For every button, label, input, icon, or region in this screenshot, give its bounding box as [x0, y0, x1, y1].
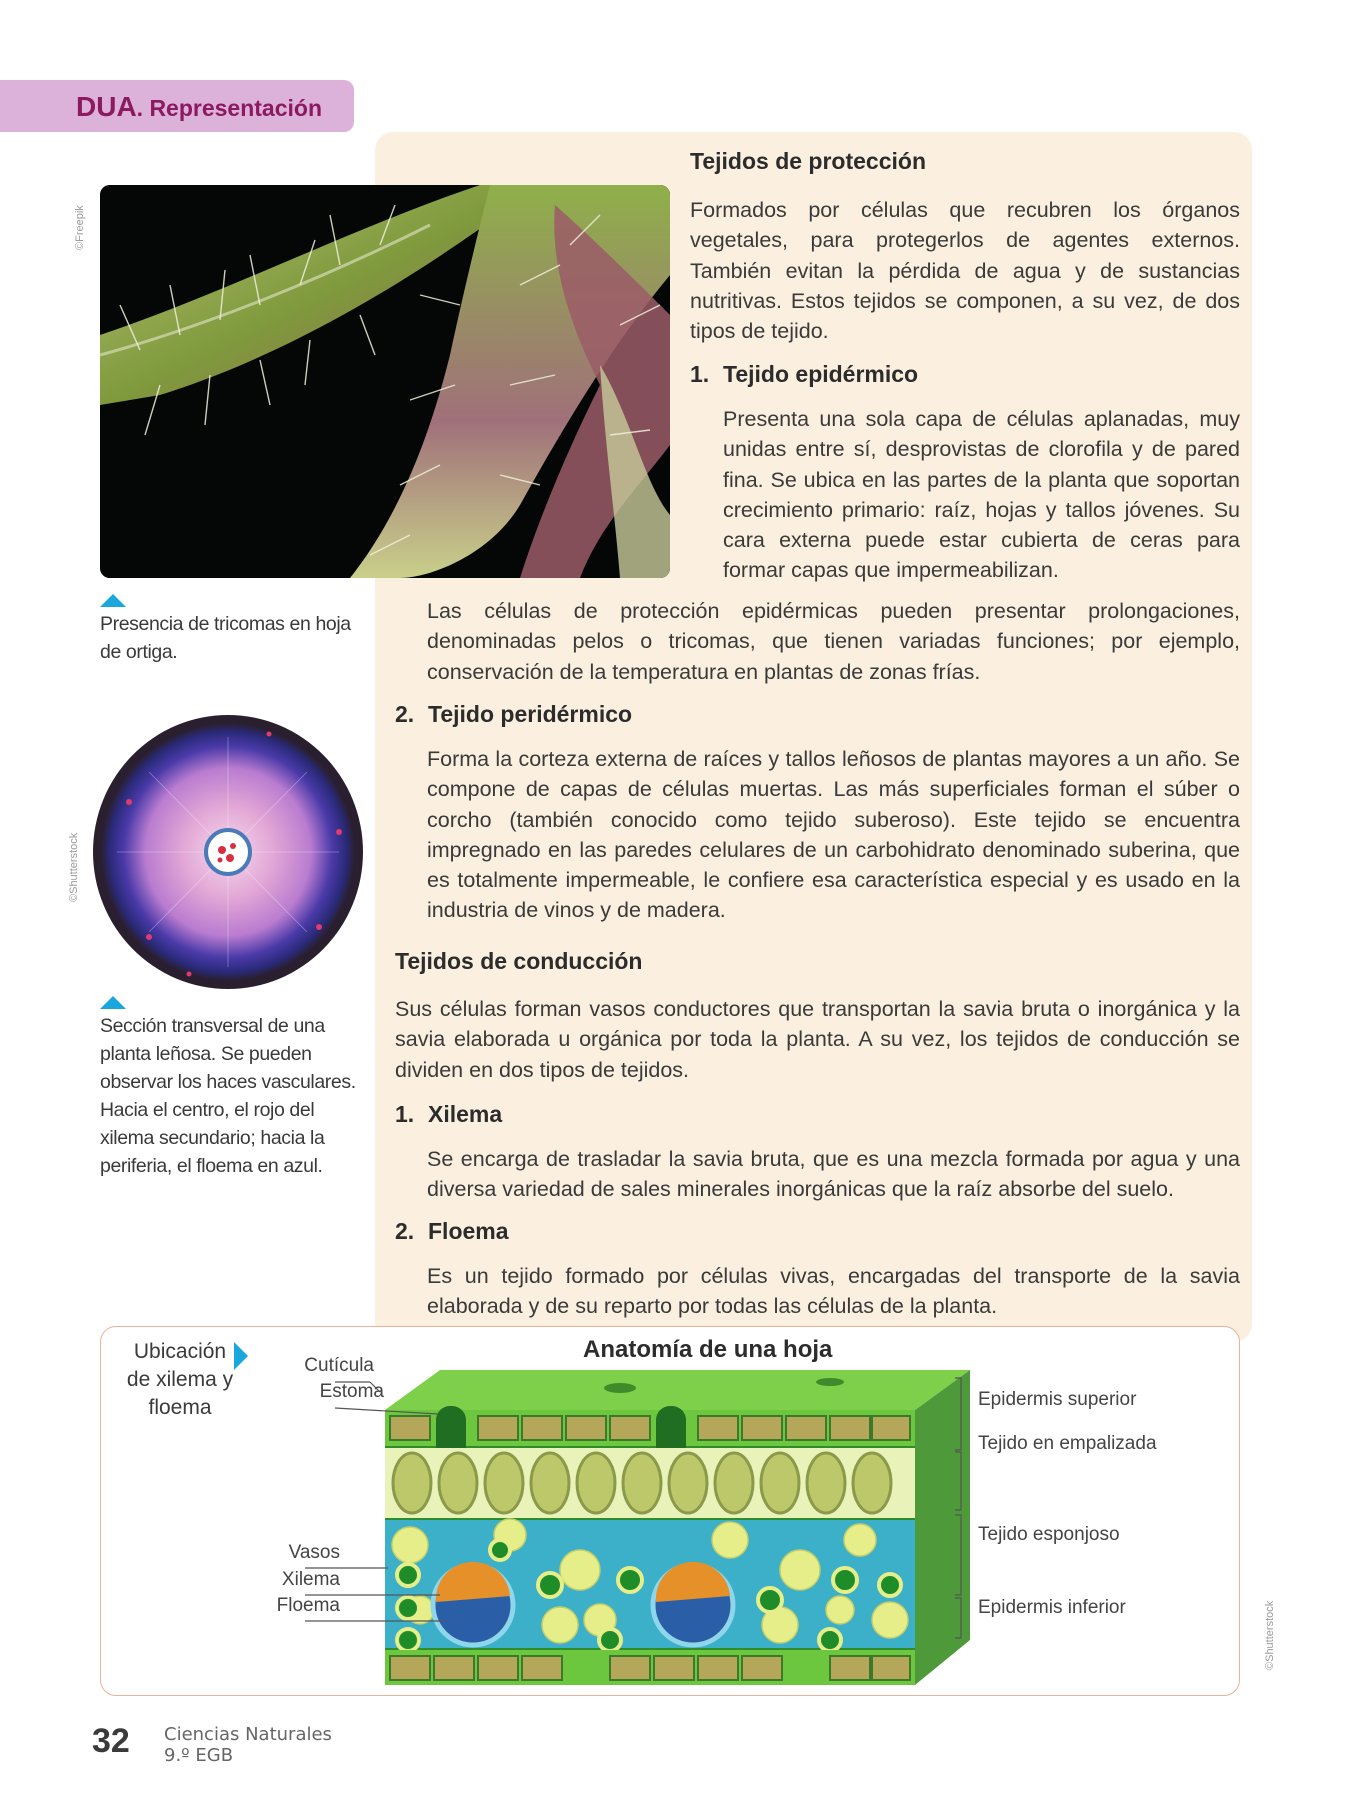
- nettle-trichomes-photo: [100, 185, 670, 578]
- vascular-bundle: [653, 1562, 733, 1645]
- section-caption: Sección transversal de una planta leñosa. Se pueden observar los haces vasculares. Hacia el centro, el rojo del xilema secundario; hacia la periferia, el floema en azul.: [100, 1015, 356, 1177]
- dua-header-tab: [0, 80, 354, 132]
- epidermico-text: Presenta una sola capa de células aplanadas, muy unidas entre sí, desprovistas de clorofila y de pared fina. Se ubica en las partes de la planta que soportan crecimiento primario: raíz, hojas y tallos jóvenes. Su cara externa puede estar cubierta de ceras para formar capas que impermeabilizan.: [723, 407, 1240, 583]
- page-number: 32: [92, 1722, 130, 1760]
- label-vasos: Vasos: [288, 1542, 340, 1563]
- conduccion-intro: Sus células forman vasos conductores que transportan la savia bruta o inorgánica y la savia elaborada u orgánica por toda la planta. A su vez, los tejidos de conducción se dividen en dos tipos de tejidos.: [395, 997, 1240, 1082]
- section-heading-conduccion: Tejidos de conducción: [395, 948, 643, 974]
- footer-subject: Ciencias Naturales: [164, 1724, 332, 1745]
- dua-subtitle: . Representación: [136, 95, 323, 121]
- item-title: Xilema: [428, 1101, 503, 1127]
- label-tejido-empalizada: Tejido en empalizada: [978, 1433, 1157, 1454]
- footer-book-title: [164, 1724, 332, 1766]
- item-heading-floema: [395, 1218, 509, 1245]
- leaf-anatomy-illustration: [260, 1370, 970, 1690]
- item-title: Tejido epidérmico: [723, 361, 919, 387]
- dua-label: DUA: [76, 91, 137, 122]
- label-estoma: Estoma: [319, 1381, 384, 1402]
- diagram-title: Anatomía de una hoja: [583, 1336, 833, 1363]
- arrow-right-icon: [234, 1342, 248, 1370]
- photo-credit-shutterstock-diagram: ©Shutterstock: [1264, 1600, 1276, 1670]
- section-heading-proteccion: Tejidos de protección: [690, 148, 926, 174]
- nettle-caption: Presencia de tricomas en hoja de ortiga.: [100, 613, 351, 663]
- floema-text: Es un tejido formado por células vivas, encargadas del transporte de la savia elaborada y de su reparto por todas las células de la planta.: [427, 1264, 1240, 1319]
- item-title: Tejido peridérmico: [428, 701, 633, 727]
- label-epidermis-superior: Epidermis superior: [978, 1389, 1137, 1410]
- photo-credit-freepik: ©Freepik: [74, 205, 86, 250]
- item-heading-epidermico: [690, 361, 918, 388]
- item-number: 2.: [395, 701, 415, 727]
- item-heading-xilema: [395, 1101, 502, 1128]
- xilema-text: Se encarga de trasladar la savia bruta, que es una mezcla formada por agua y una diversa variedad de sales minerales inorgánicas que la raíz absorbe del suelo.: [427, 1147, 1240, 1202]
- stem-cross-section-photo: [89, 712, 367, 992]
- ubicacion-label: Ubicación de xilema y floema: [126, 1340, 234, 1419]
- item-title: Floema: [428, 1218, 509, 1244]
- footer-grade: 9.º EGB: [164, 1745, 234, 1766]
- item-number: 1.: [690, 361, 710, 387]
- label-xilema: Xilema: [281, 1569, 340, 1590]
- caption-arrow-icon: [100, 594, 126, 607]
- label-epidermis-inferior: Epidermis inferior: [978, 1597, 1126, 1618]
- peridermico-text: Forma la corteza externa de raíces y tallos leñosos de plantas mayores a un año. Se compone de capas de células muertas. Las más superficiales forman el súber o corcho (también conocido como tejido suberoso). Este tejido se encuentra impregnado en las paredes celulares de un carbohidrato denominado suberina, que es totalmente impermeable, le confiere esa característica especial y es usado en la industria de vinos y de madera.: [427, 747, 1240, 923]
- vascular-bundle: [433, 1562, 513, 1645]
- label-tejido-esponjoso: Tejido esponjoso: [978, 1524, 1120, 1545]
- label-cuticula: Cutícula: [304, 1355, 374, 1376]
- item-heading-peridermico: [395, 701, 632, 728]
- proteccion-intro: Formados por células que recubren los órganos vegetales, para protegerlos de agentes externos. También evitan la pérdida de agua y de sustancias nutritivas. Estos tejidos se componen, a su vez, de dos tipos de tejido.: [690, 198, 1240, 344]
- caption-arrow-icon: [100, 996, 126, 1009]
- item-number: 2.: [395, 1218, 415, 1244]
- label-floema: Floema: [276, 1595, 340, 1616]
- tricomas-text: Las células de protección epidérmicas pueden presentar prolongaciones, denominadas pelos o tricomas, que tienen variadas funciones; por ejemplo, conservación de la temperatura en plantas de zonas frías.: [427, 599, 1240, 684]
- photo-credit-shutterstock: ©Shutterstock: [68, 832, 80, 902]
- item-number: 1.: [395, 1101, 415, 1127]
